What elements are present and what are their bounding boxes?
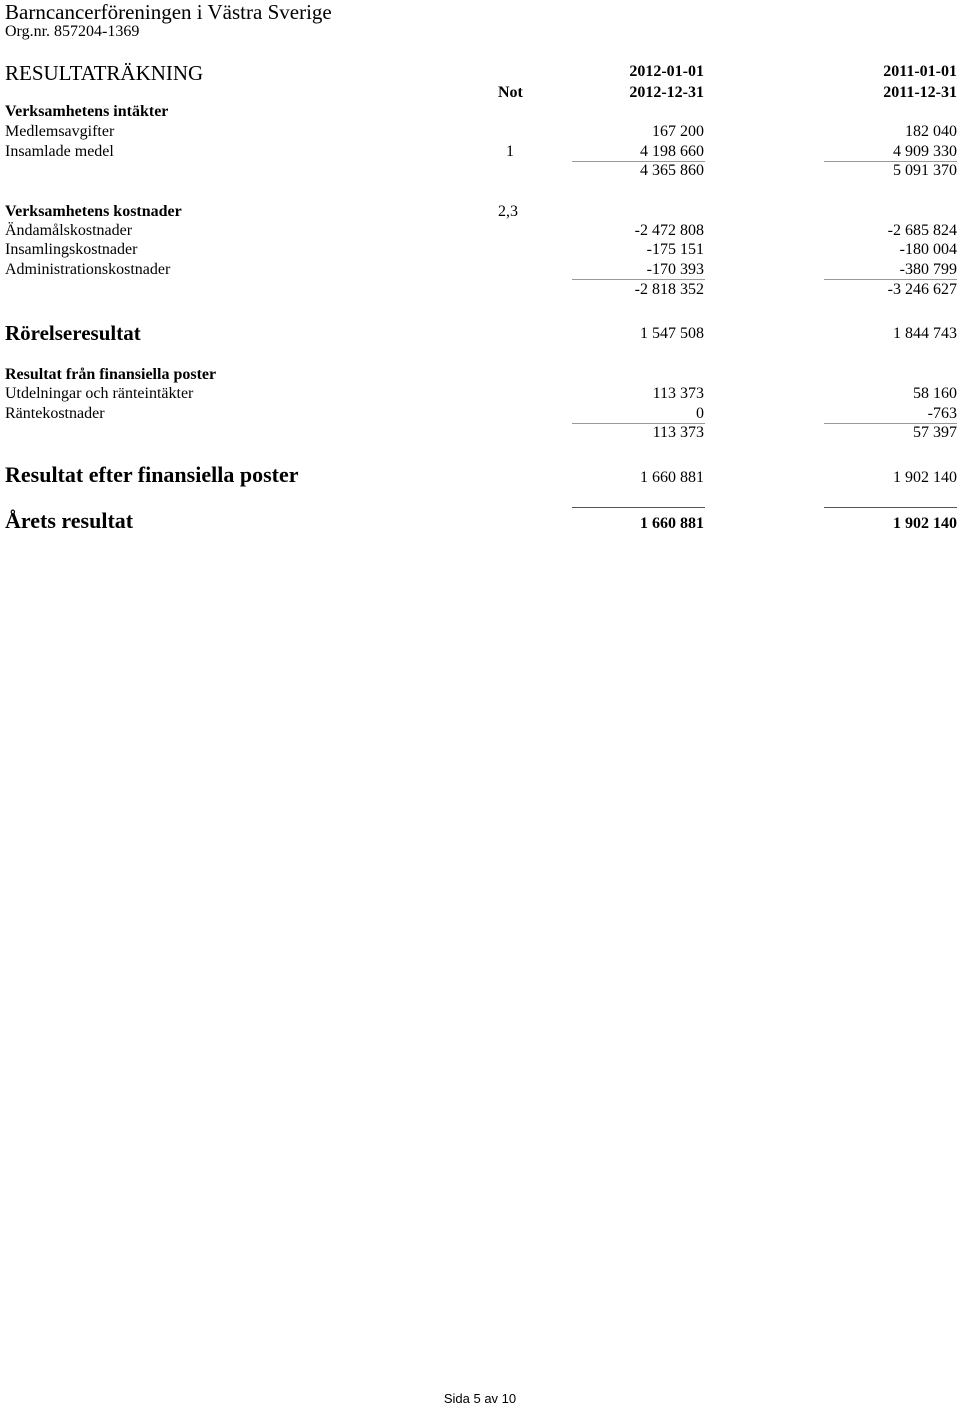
total-rule xyxy=(572,507,705,508)
table-row xyxy=(0,262,960,282)
result-after-financial-2012: 1 660 881 xyxy=(640,469,704,486)
costs-heading: Verksamhetens kostnader xyxy=(5,203,182,220)
income-total-2012: 4 365 860 xyxy=(640,162,704,179)
table-row xyxy=(0,242,960,262)
income-total-2011: 5 091 370 xyxy=(893,162,957,179)
value-2012: 4 198 660 xyxy=(640,143,704,160)
period-2012-start: 2012-01-01 xyxy=(629,63,704,80)
org-number: Org.nr. 857204-1369 xyxy=(5,23,140,40)
value-2012: 167 200 xyxy=(652,123,704,140)
annual-result-2012: 1 660 881 xyxy=(640,515,704,532)
page-number: Sida 5 av 10 xyxy=(443,1391,517,1406)
financial-heading: Resultat från finansiella poster xyxy=(5,366,217,383)
costs-total-2012: -2 818 352 xyxy=(634,281,704,298)
income-heading: Verksamhetens intäkter xyxy=(5,103,169,120)
value-2011: 4 909 330 xyxy=(893,143,957,160)
period-2011-end: 2011-12-31 xyxy=(883,84,957,101)
column-header-row-2 xyxy=(0,85,960,105)
value-2011: -763 xyxy=(927,405,957,422)
row-label: Insamlingskostnader xyxy=(5,241,138,258)
financial-total-2012: 113 373 xyxy=(652,424,704,441)
value-2012: 0 xyxy=(696,405,704,422)
result-after-financial-label: Resultat efter finansiella poster xyxy=(5,462,299,487)
row-label: Medlemsavgifter xyxy=(5,123,115,140)
subtotal-rule xyxy=(824,279,957,280)
value-2011: 58 160 xyxy=(913,385,957,402)
result-after-financial-2011: 1 902 140 xyxy=(893,469,957,486)
costs-total-2011: -3 246 627 xyxy=(887,281,957,298)
table-row xyxy=(0,124,960,144)
period-2011-start: 2011-01-01 xyxy=(883,63,957,80)
table-row xyxy=(0,386,960,406)
row-label: Utdelningar och ränteintäkter xyxy=(5,385,194,402)
total-rule xyxy=(824,507,957,508)
value-2011: 182 040 xyxy=(905,123,957,140)
note-column-header: Not xyxy=(498,84,523,101)
annual-result-2011: 1 902 140 xyxy=(893,515,957,532)
period-2012-end: 2012-12-31 xyxy=(629,84,704,101)
value-2012: -170 393 xyxy=(646,261,704,278)
financial-heading-row xyxy=(0,367,960,387)
costs-note: 2,3 xyxy=(498,203,518,220)
row-label: Insamlade medel xyxy=(5,143,114,160)
costs-total-row xyxy=(0,282,960,302)
value-2011: -380 799 xyxy=(899,261,957,278)
operating-result-label: Rörelseresultat xyxy=(5,321,141,345)
operating-result-2012: 1 547 508 xyxy=(640,325,704,342)
annual-result-row xyxy=(0,508,960,536)
row-label: Räntekostnader xyxy=(5,405,105,422)
column-header-row-1 xyxy=(0,61,960,85)
value-2011: -2 685 824 xyxy=(887,222,957,239)
organization-name: Barncancerföreningen i Västra Sverige xyxy=(5,0,332,24)
value-2012: -175 151 xyxy=(646,241,704,258)
value-2011: -180 004 xyxy=(899,241,957,258)
financial-total-2011: 57 397 xyxy=(913,424,957,441)
financial-total-row xyxy=(0,425,960,445)
operating-result-row xyxy=(0,321,960,346)
table-row xyxy=(0,144,960,164)
row-label: Ändamålskostnader xyxy=(5,222,133,239)
annual-result-label: Årets resultat xyxy=(5,508,134,533)
row-label: Administrationskostnader xyxy=(5,261,171,278)
operating-result-2011: 1 844 743 xyxy=(893,325,957,342)
result-after-financial-row xyxy=(0,462,960,490)
table-row xyxy=(0,223,960,243)
income-heading-row xyxy=(0,104,960,124)
value-2012: 113 373 xyxy=(652,385,704,402)
table-row xyxy=(0,406,960,426)
page-title: RESULTATRÄKNING xyxy=(5,61,204,85)
value-2012: -2 472 808 xyxy=(634,222,704,239)
costs-heading-row xyxy=(0,204,960,224)
subtotal-rule xyxy=(572,279,705,280)
income-total-row xyxy=(0,163,960,183)
row-note: 1 xyxy=(506,143,514,160)
